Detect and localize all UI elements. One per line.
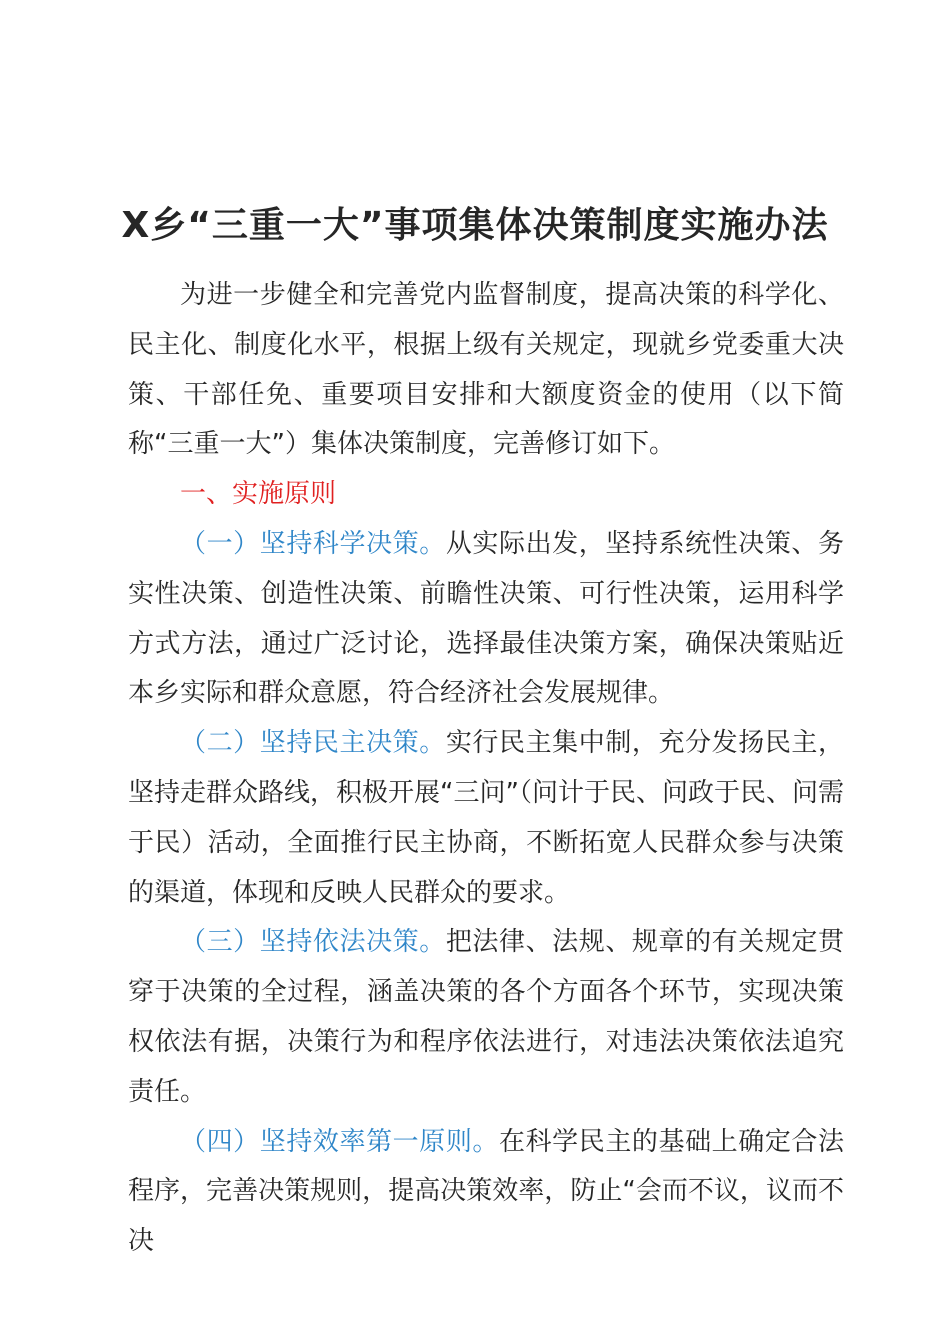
principle-text-2: 实行民主集中制，充分发扬民主，坚持走群众路线，积极开展“三问”（问计于民、问政于民、问需于民）活动，全面推行民主协商，不断拓宽人民群众参与决策的渠道，体现和反映人民群众的要求。 xyxy=(128,728,844,908)
principle-label-3: （三）坚持依法决策。 xyxy=(180,927,446,958)
principle-label-4: （四）坚持效率第一原则。 xyxy=(180,1126,499,1157)
principle-text-4: 在科学民主的基础上确定合法程序，完善决策规则，提高决策效率，防止“会而不议，议而不决 xyxy=(128,1126,844,1257)
intro-paragraph: 为进一步健全和完善党内监督制度，提高决策的科学化、民主化、制度化水平，根据上级有关规定，现就乡党委重大决策、干部任免、重要项目安排和大额度资金的使用（以下简称“三重一大”）集体决策制度，完善修订如下。 xyxy=(128,280,844,460)
principle-label-1: （一）坚持科学决策。 xyxy=(180,528,446,559)
section-heading-text: 一、实施原则 xyxy=(180,479,337,510)
principle-paragraph-3 xyxy=(128,918,844,1117)
document-title: X乡“三重一大”事项集体决策制度实施办法 xyxy=(121,205,829,246)
principle-text-3: 把法律、法规、规章的有关规定贯穿于决策的全过程，涵盖决策的各个方面各个环节，实现决策权依法有据，决策行为和程序依法进行，对违法决策依法追究责任。 xyxy=(128,927,844,1107)
principle-label-2: （二）坚持民主决策。 xyxy=(180,728,446,759)
principle-paragraph-4 xyxy=(128,1118,844,1267)
principle-paragraph-1 xyxy=(128,520,844,719)
section-heading xyxy=(128,470,844,520)
document-body xyxy=(128,271,844,1267)
principle-text-1: 从实际出发，坚持系统性决策、务实性决策、创造性决策、前瞻性决策、可行性决策，运用科学方式方法，通过广泛讨论，选择最佳决策方案，确保决策贴近本乡实际和群众意愿，符合经济社会发展规律。 xyxy=(128,528,844,709)
principle-paragraph-2 xyxy=(128,719,844,918)
